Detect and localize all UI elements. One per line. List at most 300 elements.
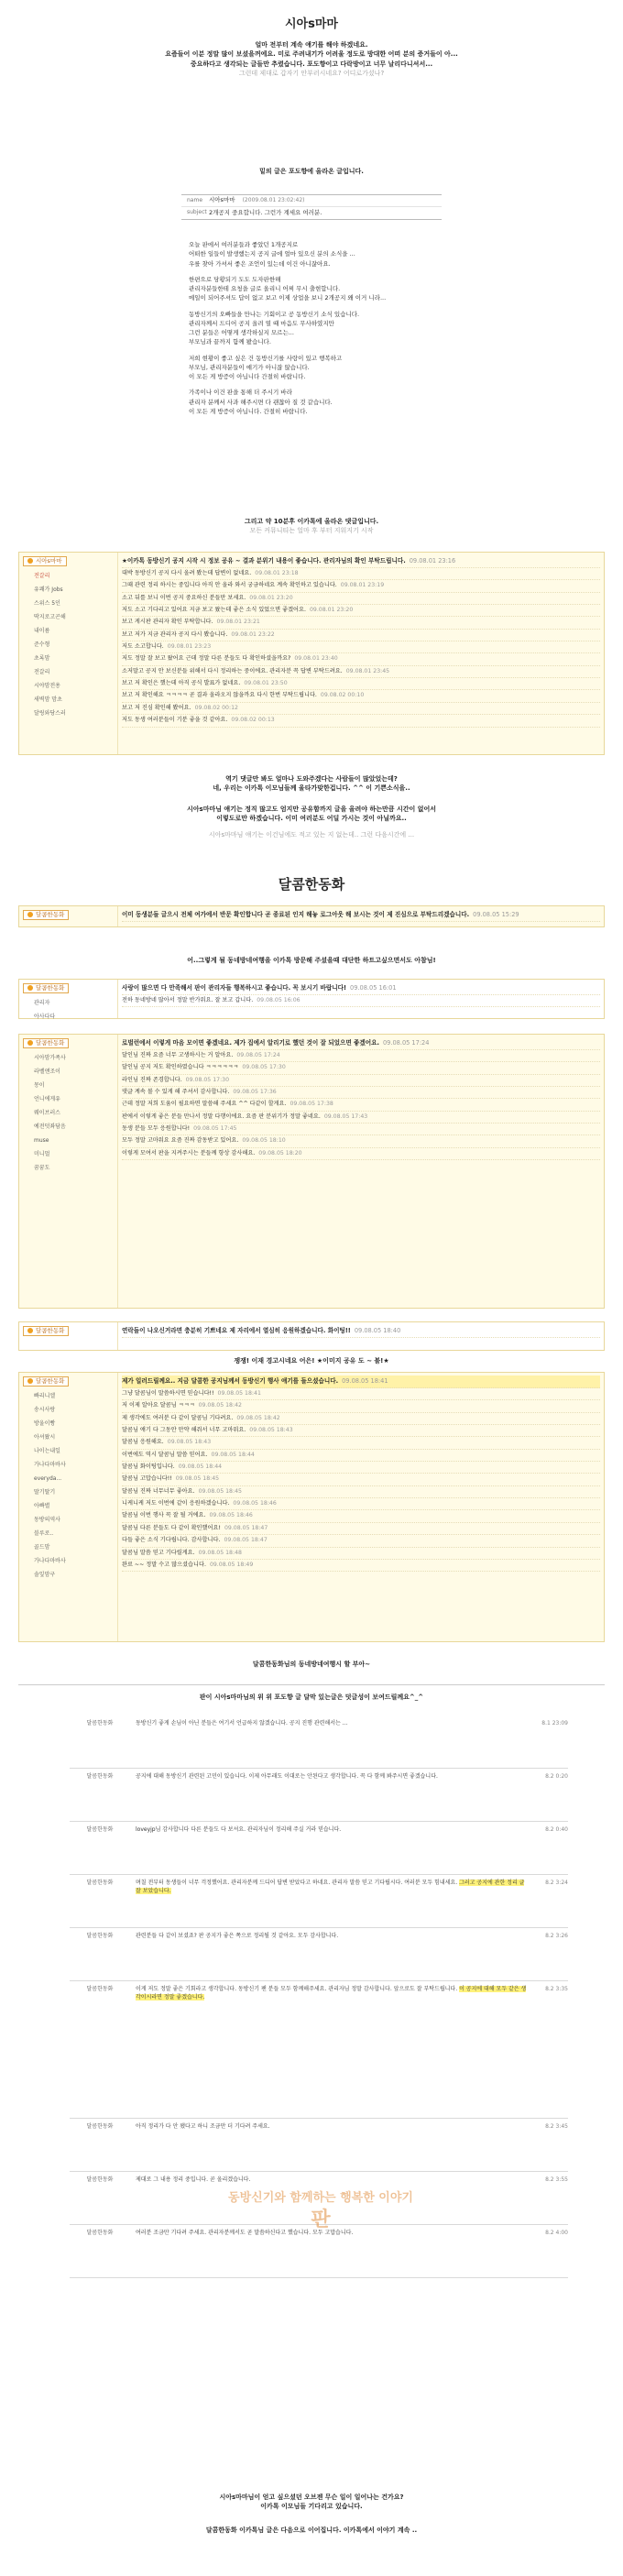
comment-list — [122, 1376, 600, 1572]
watermark-text: 판 — [311, 2208, 331, 2231]
post-date: 8.2 4:00 — [545, 2230, 568, 2236]
comment-row — [122, 1050, 600, 1062]
commenter: 꿈꿈도 — [34, 1164, 50, 1171]
comment-date: 09.08.05 18:43 — [249, 1426, 293, 1433]
article-line: 부모님과 끝까지 함께 봤습니다. — [189, 338, 271, 346]
post-row — [70, 1981, 568, 2119]
article-line: 가족이나 이건 판을 통해 더 주시기 바라 — [189, 389, 292, 397]
comment-date: 09.08.01 23:20 — [309, 606, 354, 613]
commenter: 블루로.. — [34, 1529, 54, 1537]
post-text — [130, 1932, 535, 1977]
comment-panel — [18, 1372, 605, 1642]
caption-line: 시아s마마님 얘기는 이건님에도 적고 있는 지 없는데.. 그런 다음시간에 ... — [208, 830, 415, 839]
article-line: 관리자께서 드디어 공지 올려 열 때 마음도 무사하였지만 — [189, 319, 334, 327]
comment-row — [122, 1498, 600, 1510]
comment-row — [122, 690, 600, 702]
comment-row — [122, 1325, 600, 1338]
comment-text: 달콤님 다른 분들도 다 같이 확인했어요! — [122, 1524, 221, 1531]
post-author[interactable]: 달콤한동화 — [86, 1720, 114, 1726]
comment-row — [122, 1400, 600, 1412]
comment-date: 09.08.05 17:45 — [193, 1125, 237, 1133]
comment-date: 09.08.05 18:47 — [224, 1524, 268, 1531]
comment-row — [122, 630, 600, 641]
article-line: 이 모든 게 방증이 아닙니다 간절히 바랍니다. — [189, 373, 306, 381]
post-date: 8.2 3:45 — [545, 2123, 568, 2130]
commenter: 아빠별 — [34, 1502, 50, 1509]
commenter: muse — [34, 1136, 49, 1144]
comment-panel — [18, 1321, 605, 1351]
comment-text: 보고 저 진심 확인해 봤어요. — [122, 704, 191, 711]
user-icon — [27, 1040, 33, 1046]
comment-panel — [18, 979, 605, 1019]
comment-text: 보고 게시판 관리자 확인 부탁합니다. — [122, 619, 213, 626]
comment-row — [122, 568, 600, 580]
comment-list — [122, 555, 600, 728]
comment-row — [122, 1075, 600, 1087]
nickname: 달콤한동화 — [36, 1039, 65, 1047]
comment-text: 달콤님 고맙습니다!! — [122, 1475, 172, 1483]
nickname-badge[interactable] — [23, 910, 69, 920]
footer-line: 이카톡 이모님들 기다리고 있습니다. — [260, 2503, 363, 2511]
comment-text: 달콤님 응원해요. — [122, 1439, 164, 1446]
commenter: 준수형 — [34, 641, 50, 648]
commenter: 라벨앤조이 — [34, 1068, 60, 1075]
comment-row — [122, 1376, 600, 1388]
highlighted-text: 그러고 공지에 관한 정리 글 잘 보았습니다. — [136, 1880, 525, 1894]
post-author[interactable]: 달콤한동화 — [86, 1880, 114, 1886]
comment-date: 09.08.05 18:49 — [209, 1561, 254, 1568]
meta-author — [209, 196, 442, 204]
post-body: 공지에 대해 동방신기 관련된 고민이 있습니다. 이제 아무래도 이대로는 안된다고 생각합니다. 꼭 다 함께 봐주시면 좋겠습니다. — [136, 1773, 438, 1780]
comment-row — [122, 1062, 600, 1074]
comment-row — [122, 1148, 600, 1160]
comment-text: 그때 관련 정리 하시는 중입니다 아직 안 올라 와서 궁금하네요 계속 확인하고 있습니다. — [122, 582, 337, 589]
commenter: 딸기딸기 — [34, 1488, 56, 1496]
caption-6: 쟁쟁! 이재 경고시네요 어은! ★이미지 공유 도 ~ 불!★ — [234, 1357, 389, 1365]
comment-text: 판에서 이렇게 좋은 분들 만나서 정말 다행이에요. 요즘 판 분위기가 정말 좋네요. — [122, 1113, 321, 1120]
commenter: everyda... — [34, 1474, 62, 1482]
commenter: 내이름 — [34, 627, 50, 634]
comment-date: 09.08.05 17:36 — [233, 1088, 277, 1095]
comment-text: 저 이제 알아요 달콤님 ㅋㅋㅋ — [122, 1402, 195, 1409]
comment-text: 로벌런에서 이렇게 마음 모이면 좋겠네요. 제가 집에서 알리기로 했던 것이 잘 되었으면 좋겠어요. — [122, 1039, 379, 1047]
comment-list — [122, 909, 600, 922]
comment-row — [122, 1388, 600, 1400]
comment-row — [122, 703, 600, 715]
nickname-badge[interactable] — [23, 1326, 69, 1336]
commenter: 달링와당스러 — [34, 709, 66, 717]
article-line: 그런 분들은 어떻게 생각하실지 모르는... — [189, 329, 294, 337]
post-subject: 2개공지 중요합니다. 그런가 계세요 여러분. — [209, 209, 322, 217]
nickname: 달콤한동화 — [36, 984, 65, 992]
section-title: 달콤한동화 — [278, 876, 345, 893]
post-date: 8.2 3:26 — [545, 1933, 568, 1939]
comment-date: 09.08.01 23:19 — [340, 582, 385, 589]
comment-text: 완료 ~~ 정말 수고 많으셨습니다. — [122, 1561, 206, 1568]
comment-text: 달인님 공지 저도 확인하였습니다 ㅋㅋㅋㅋㅋㅋ — [122, 1064, 239, 1071]
comment-row — [122, 653, 600, 665]
comment-date: 09.08.01 23:45 — [345, 667, 390, 674]
article-line: 오늘 판에서 여러분들과 좋았던 1개공지로 — [189, 241, 299, 248]
comment-text: 라인님 진짜 존경합니다. — [122, 1076, 182, 1083]
comment-date: 09.08.05 18:44 — [211, 1451, 255, 1458]
commenter: 초록맘 — [34, 654, 50, 662]
article-line: 어떠한 일들이 발생했는지 공지 글에 얼마 있으신 분의 소식을 ... — [189, 250, 355, 258]
comment-side — [19, 553, 118, 754]
article-line: 한편으로 당황되기 도도 도자판한해 — [189, 275, 281, 283]
commenter: 나이는내일 — [34, 1447, 60, 1454]
comment-text: 근데 정말 저희 도움이 필요하면 말씀해 주세요 ^^ 다같이 할게요. — [122, 1101, 287, 1108]
comment-text: 저도 동생 여러분들이 기분 좋을 것 같아요. — [122, 717, 228, 724]
caption-line: 이렇도로만 하겠습니다. 이미 여러분도 어딜 가시는 것이 아닐까요.. — [216, 815, 407, 823]
comment-list — [122, 982, 600, 1007]
comment-text: 이미 동생분들 글으시 전체 여가에서 반문 확인합니다 곧 종료된 인지 해놓 로그아웃 해 보시는 것이 제 진심으로 부탁드리겠습니다. — [122, 911, 470, 918]
post-text — [130, 1719, 535, 1764]
commenter: 시아맘가족사 — [34, 1054, 66, 1061]
nickname: 시아s마마 — [36, 557, 62, 565]
caption-line: 역기 댓글만 봐도 얼마나 도와주겠다는 사람들이 많았었는데? — [225, 775, 398, 783]
site-title: 시아s마마 — [285, 17, 338, 31]
commenter: 시야맘전용 — [34, 682, 60, 689]
nickname: 달콤한동화 — [36, 911, 65, 918]
comment-date: 09.08.01 23:40 — [294, 655, 338, 663]
commenter: 아셔왔시 — [34, 1433, 56, 1441]
comment-text: 사랑이 많으면 다 만족해서 판이 관리자들 행복하시고 좋습니다. 꼭 보시기 바랍니다! — [122, 984, 347, 992]
highlighted-text: 이 공지에 대해 모두 같은 생각이시라면 정말 좋겠습니다. — [136, 1986, 527, 2001]
intro-line: 중요하다고 생각되는 글들만 추렸습니다. 포도향이고 다락방이고 너무 날리다니셔서... — [190, 60, 433, 68]
commenter: 동방의역사 — [34, 1516, 60, 1523]
nickname-badge[interactable] — [23, 556, 67, 566]
user-icon — [27, 1378, 33, 1384]
comment-side — [19, 1035, 118, 1308]
post-text — [130, 1879, 535, 1924]
post-date: 8.2 0:40 — [545, 1826, 568, 1833]
comment-side — [19, 980, 118, 1018]
comment-text: 소저말고 공지 안 보신분들 위해서 다시 정리하는 중이에요. 관리자분 꼭 답변 부탁드려요. — [122, 667, 343, 674]
comment-row — [122, 1462, 600, 1474]
nickname-badge[interactable] — [23, 1376, 69, 1387]
commenter: 가나다마바사 — [34, 1461, 66, 1468]
article-line: 관리자 분께서 사과 해주시면 다 괜찮아 질 것 같습니다. — [189, 398, 333, 406]
comment-date: 09.08.05 17:38 — [290, 1101, 333, 1108]
comment-row — [122, 605, 600, 617]
post-body: 동방신기 좋게 손님이 아닌 분들은 여기서 언급하지 않겠습니다. 공지 진행 관련해서는 ... — [136, 1720, 348, 1726]
comment-text: 이번에도 역시 달콤님 말씀 믿어요. — [122, 1451, 208, 1458]
caption-5: 어..그렇게 될 동네방네여행을 이카톡 방문해 주셨을때 대단한 하트고싶으면서도 아참님! — [187, 957, 436, 964]
commenter: 관리자 — [34, 999, 50, 1006]
comment-text: 달인님 진짜 요즘 너무 고생하시는 거 알아요. — [122, 1051, 234, 1058]
comment-row — [122, 1535, 600, 1547]
comment-side — [19, 1373, 118, 1641]
post-author[interactable]: 달콤한동화 — [86, 1986, 114, 1992]
comment-text: 달콤님 진짜 너무너무 좋아요. — [122, 1487, 195, 1495]
comment-date: 09.08.05 18:42 — [198, 1402, 242, 1409]
comment-text: 보고 저 확인은 했는데 아직 공식 발표가 없네요. — [122, 680, 241, 687]
post-body: loveyjp님 감사합니다 다른 분들도 다 보셔요. 관리자님이 정리해 주실 거라 믿습니다. — [136, 1826, 342, 1833]
commenter: 전갈리 — [34, 572, 50, 579]
comment-date: 09.08.05 16:01 — [350, 984, 397, 992]
comment-row — [122, 666, 600, 678]
comment-text: 댓글 계속 볼 수 있게 해 주셔서 감사합니다. — [122, 1088, 230, 1095]
post-author[interactable]: 달콤한동화 — [86, 2123, 114, 2130]
comment-text: 저도 정말 잘 보고 왔어요 근데 정말 다른 분들도 다 확인하셨을까요? — [122, 655, 291, 663]
comment-row — [122, 982, 600, 995]
watermark — [183, 2190, 458, 2233]
comment-date: 09.08.05 17:30 — [242, 1064, 286, 1071]
meta-name-row — [181, 195, 442, 207]
comment-text: 동생 분들 모두 응원합니다! — [122, 1125, 191, 1133]
comment-row — [122, 909, 600, 922]
commenter: 가나다마바사 — [34, 1557, 66, 1564]
comment-list — [122, 1325, 600, 1338]
post-row — [70, 1875, 568, 1928]
comment-date: 09.08.05 18:41 — [342, 1377, 388, 1385]
comment-row — [122, 641, 600, 653]
commenter: 예전덧좌담음 — [34, 1123, 66, 1130]
post-date: 8.2 0:20 — [545, 1773, 568, 1780]
comment-row — [122, 580, 600, 592]
comment-text: 제 생각에도 여러분 다 같이 달콤님 기다려요. — [122, 1414, 234, 1421]
divider — [18, 1684, 605, 1685]
comment-date: 09.08.01 23:16 — [409, 557, 456, 565]
comment-row — [122, 555, 600, 568]
caption-3 — [18, 774, 605, 795]
comment-date: 09.08.02 00:13 — [231, 717, 275, 724]
commenter: 골드맘 — [34, 1543, 50, 1551]
comment-text: 저도 소고 기다리고 있어요 지금 보고 왔는데 좋은 소식 있었으면 좋겠어요. — [122, 606, 306, 613]
comment-row — [122, 1523, 600, 1535]
meta-subject-row — [181, 207, 442, 219]
post-date: 8.2 3:35 — [545, 1986, 568, 1992]
post-text — [130, 1772, 535, 1817]
post-body: 여러분 조금만 기다려 주세요. 관리자분께서도 곧 말씀하신다고 했습니다. 모두 고맙습니다. — [136, 2230, 354, 2236]
footer-line: 달콤한동화 이카톡님 글은 다음으로 이어집니다. 이카톡에서 이야기 계속 .. — [205, 2526, 418, 2534]
comment-text: 달콤님 이번 행사 꼭 잘 될 거에요. — [122, 1512, 206, 1519]
post-row — [70, 1716, 568, 1769]
comment-row — [122, 1425, 600, 1437]
repost-caption: 밑의 글은 포도향에 올라온 글입니다. — [259, 168, 364, 175]
comment-date: 09.08.01 23:18 — [255, 569, 299, 576]
post-author[interactable]: 달콤한동화 — [86, 2230, 114, 2236]
intro-line: 요즘들어 이분 정말 많이 보셨을꺼에요. 미로 주려내기가 어려울 정도로 방대한 어떠 분의 증거들이 아... — [165, 50, 458, 59]
article-line: 우를 찾아 가셔서 좋은 조언이 있는데 이건 아니잖아요. — [189, 259, 331, 268]
post-row — [70, 1928, 568, 1981]
comment-date: 09.08.05 18:40 — [354, 1327, 401, 1334]
article-line: 동방신기의 오빠들을 만나는 기회이고 공 동방신기 소식 있습니다. — [189, 310, 360, 318]
caption-line: 그리고 약 10분후 이카톡에 올라온 댓글입니다. — [244, 518, 379, 525]
post-author[interactable]: 달콤한동화 — [86, 2176, 114, 2183]
comment-row — [122, 1413, 600, 1425]
meta-key: subject — [187, 209, 207, 216]
comment-date: 09.08.05 17:43 — [323, 1113, 368, 1120]
comment-text: 달콤님 말씀 믿고 기다릴게요. — [122, 1549, 195, 1556]
post-body: 관련분들 다 같이 보셨죠? 판 공지가 좋은 쪽으로 정리될 것 같아요. 모두 감사합니다. — [136, 1933, 339, 1939]
commenter: 빠리니엘 — [34, 1392, 56, 1399]
post-meta — [181, 194, 442, 220]
commenter: 전갈리 — [34, 668, 50, 675]
comment-text: 달콤님 화이팅입니다. — [122, 1463, 175, 1471]
comment-text: 모두 정말 고마워요 요즘 진짜 감동받고 있어요. — [122, 1137, 239, 1145]
user-icon — [27, 1328, 33, 1333]
post-text — [130, 2229, 535, 2274]
comment-date: 09.08.01 23:20 — [249, 594, 293, 601]
commenter: 방울이빵 — [34, 1420, 56, 1427]
comment-text: 그냥 달콤님이 말씀하시면 믿습니다!! — [122, 1389, 214, 1397]
comment-date: 09.08.05 18:10 — [242, 1137, 286, 1145]
nickname: 달콤한동화 — [36, 1327, 65, 1334]
comment-row — [122, 1437, 600, 1449]
comment-row — [122, 1099, 600, 1111]
commenter: 유쾌가 Jobs — [34, 586, 63, 593]
comment-row — [122, 593, 600, 605]
comment-date: 09.08.05 18:43 — [167, 1439, 212, 1446]
comment-row — [122, 715, 600, 727]
comment-text: 이렇게 모여서 판을 지켜주시는 분들께 항상 감사해요. — [122, 1149, 256, 1156]
comment-list — [122, 1037, 600, 1160]
caption-4 — [18, 805, 605, 840]
footer-line: 시아s마마님이 얻고 싶으셨던 오브젠 무슨 일이 일어나는 건가요? — [219, 2494, 404, 2501]
comment-text: 저도 소고합니다. — [122, 643, 164, 651]
comment-date: 09.08.05 18:20 — [258, 1149, 302, 1156]
comment-date: 09.08.01 23:50 — [244, 680, 288, 687]
comment-text: 보고 저가 지금 관리자 공지 다시 봤습니다. — [122, 630, 228, 638]
comment-text: 제가 일러드릴께요.. 지금 달콤한 공지님께서 동방신기 행사 얘기를 들으셨습니다. — [122, 1377, 339, 1385]
article-line: 부모님, 관리자분들이 얘기가 아니잖 않습니다. — [189, 363, 310, 371]
comment-text: 니케니케 저도 이번에 같이 응원하겠습니다. — [122, 1500, 230, 1507]
post-body: 아직 정리가 다 안 됐다고 하니 조금만 더 기다려 주세요. — [136, 2123, 270, 2130]
comment-date: 09.08.05 18:48 — [198, 1549, 242, 1556]
post-row — [70, 2119, 568, 2172]
intro-line: 얼마 전부터 계속 얘기를 해야 하겠네요. — [255, 41, 368, 49]
comment-panel — [18, 905, 605, 927]
commenter: 아사다다 — [34, 1013, 56, 1020]
commenter: 언니에게유 — [34, 1095, 60, 1102]
post-text — [130, 1985, 535, 2114]
comment-date: 09.08.05 18:44 — [178, 1463, 223, 1471]
commenter: 솔잎맘구 — [34, 1571, 56, 1578]
intro-text — [18, 40, 605, 80]
comment-date: 09.08.05 16:06 — [257, 996, 301, 1003]
post-author[interactable]: 달콤한동화 — [86, 1933, 114, 1939]
comment-date: 09.08.01 23:23 — [167, 643, 212, 651]
post-date: 8.2 3:24 — [545, 1880, 568, 1886]
comment-date: 09.08.05 18:41 — [217, 1389, 261, 1397]
nickname-badge[interactable] — [23, 983, 69, 993]
article-line: 메일이 되어주셔도 답이 없고 보고 이제 상업을 보니 2개공지 왜 이거 니라... — [189, 294, 387, 302]
comment-row — [122, 1548, 600, 1560]
post-text — [130, 2122, 535, 2167]
user-icon — [27, 985, 33, 991]
post-body: 이게 저도 정말 좋은 기회라고 생각합니다. 동방신기 팬 분들 모두 함께해주세요. 관리자님 정말 감사합니다. 앞으로도 잘 부탁드립니다. — [136, 1986, 458, 1992]
caption-line: 시아s마마님 얘기는 정직 많고도 엄지만 공유함까지 글을 올려야 하는만큼 시간이 없어서 — [187, 806, 436, 813]
comment-row — [122, 1474, 600, 1485]
caption-8: 판이 시아s마마님의 위 위 포도향 글 달막 있는글은 덧글성이 보여드릴께요^_^ — [199, 1694, 424, 1701]
comment-text: 달콤님 얘기 다 그동안 만약 해줘서 너무 고마워요. — [122, 1426, 246, 1433]
comment-date: 09.08.05 17:24 — [236, 1051, 280, 1058]
comment-text: 연락들이 나오신거라면 충분히 기쁘네요 제 자리에서 열심히 응원하겠습니다. 화이팅!! — [122, 1327, 351, 1334]
commenter: 송시사랑 — [34, 1406, 56, 1413]
post-text — [130, 1825, 535, 1870]
article-body — [189, 241, 436, 417]
post-body: 제대로 그 내용 정리 중입니다. 곧 올리겠습니다. — [136, 2176, 251, 2183]
commenter: 몽이 — [34, 1081, 45, 1089]
article-line: 저희 현황이 좋고 싶은 건 동방신기를 사랑이 있고 행복하고 — [189, 354, 343, 362]
comment-date: 09.08.05 18:46 — [233, 1500, 277, 1507]
post-author[interactable]: 달콤한동화 — [86, 1826, 114, 1833]
comment-panel — [18, 1034, 605, 1309]
comment-text: 대박 동방신기 공지 다시 올려 봤는데 답변이 없네요. — [122, 569, 252, 576]
comment-side — [19, 1322, 118, 1350]
commenter: 스위스 5인 — [34, 599, 60, 607]
user-icon — [27, 558, 33, 564]
comment-date: 09.08.02 00:12 — [194, 704, 238, 711]
commenter: 새벽맘 맘초 — [34, 696, 62, 703]
comment-row — [122, 1560, 600, 1572]
watermark-text: 동방신기와 함께하는 행복한 이야기 — [228, 2191, 413, 2205]
user-icon — [27, 912, 33, 917]
comment-date: 09.08.05 18:46 — [209, 1512, 253, 1519]
article-line: 관리자분들한테 요청을 글로 올리니 어찌 무시 출현합니다. — [189, 285, 341, 293]
caption-line: 네, 우리는 이카톡 이모님들께 울타가맞한겁니다. ^^ 이 기쁜소식을.. — [213, 784, 410, 793]
comment-date: 09.08.01 23:21 — [216, 619, 260, 626]
caption-7: 달콤한동화님의 동네방네여행시 할 부아~ — [252, 1661, 371, 1668]
comment-row — [122, 1486, 600, 1498]
article-line: 이 모든 게 방증이 아닙니다. 간절히 바랍니다. — [189, 407, 308, 415]
intro-line: 그런데 제대로 갑자기 안부러시네요? 어디로가셨나? — [238, 70, 385, 78]
comment-text: 보고 저 확인해요 ㅋㅋㅋㅋ 곧 결과 올라오지 않을까요 다시 한번 부탁드립니다. — [122, 692, 317, 699]
comment-date: 09.08.05 15:29 — [473, 911, 519, 918]
comment-date: 09.08.05 17:30 — [185, 1076, 230, 1083]
post-row — [70, 1769, 568, 1822]
comment-row — [122, 1510, 600, 1522]
commenter: 딱지로고곤해 — [34, 613, 66, 620]
comment-date: 09.08.05 18:42 — [236, 1414, 280, 1421]
comment-row — [122, 678, 600, 690]
nickname: 달콤한동화 — [36, 1377, 65, 1385]
comment-row — [122, 617, 600, 629]
comment-text: ★이카톡 동방신기 공지 시작 시 정보 공유 ~ 결과 분위기 내용이 좋습니다. 관리자님의 확인 부탁드립니다. — [122, 557, 406, 565]
post-row — [70, 1822, 568, 1875]
post-date: 8.1 23:09 — [541, 1720, 568, 1726]
caption-line: 모든 커뮤니티는 얼마 후 부터 지워지기 시작 — [249, 527, 374, 535]
comment-date: 09.08.01 23:22 — [231, 630, 275, 638]
post-author[interactable]: 달콤한동화 — [86, 1773, 114, 1780]
post-body: 며칠 전부터 동생들이 너무 걱정했어요. 관리자분께 드디어 답변 받았다고 하네요. 관리자 말씀 믿고 기다립시다. 여러분 모두 힘내세요. — [136, 1880, 458, 1886]
comment-row — [122, 995, 600, 1007]
comment-text: 다들 좋은 소식 기다립니다. 감사합니다. — [122, 1537, 221, 1544]
post-date: (2009.08.01 23:02:42) — [242, 197, 305, 204]
comment-panel — [18, 552, 605, 755]
comment-row — [122, 1037, 600, 1050]
comment-date: 09.08.05 18:45 — [175, 1475, 220, 1483]
caption-2 — [18, 517, 605, 537]
post-date: 8.2 3:55 — [545, 2176, 568, 2183]
comment-row — [122, 1450, 600, 1462]
commenter: 웨이브러스 — [34, 1109, 60, 1116]
comment-row — [122, 1087, 600, 1099]
comment-side — [19, 906, 118, 926]
comment-row — [122, 1135, 600, 1147]
comment-text: 소고 뒤를 보니 이번 공지 중요하신 분들만 보세요. — [122, 594, 246, 601]
commenter: 미니멀 — [34, 1150, 50, 1157]
comment-row — [122, 1124, 600, 1135]
author-name: 시아s마마 — [209, 196, 235, 204]
nickname-badge[interactable] — [23, 1038, 69, 1048]
comment-row — [122, 1112, 600, 1124]
footer — [18, 2493, 605, 2536]
meta-key: name — [187, 196, 203, 203]
comment-date: 09.08.05 18:45 — [198, 1487, 242, 1495]
